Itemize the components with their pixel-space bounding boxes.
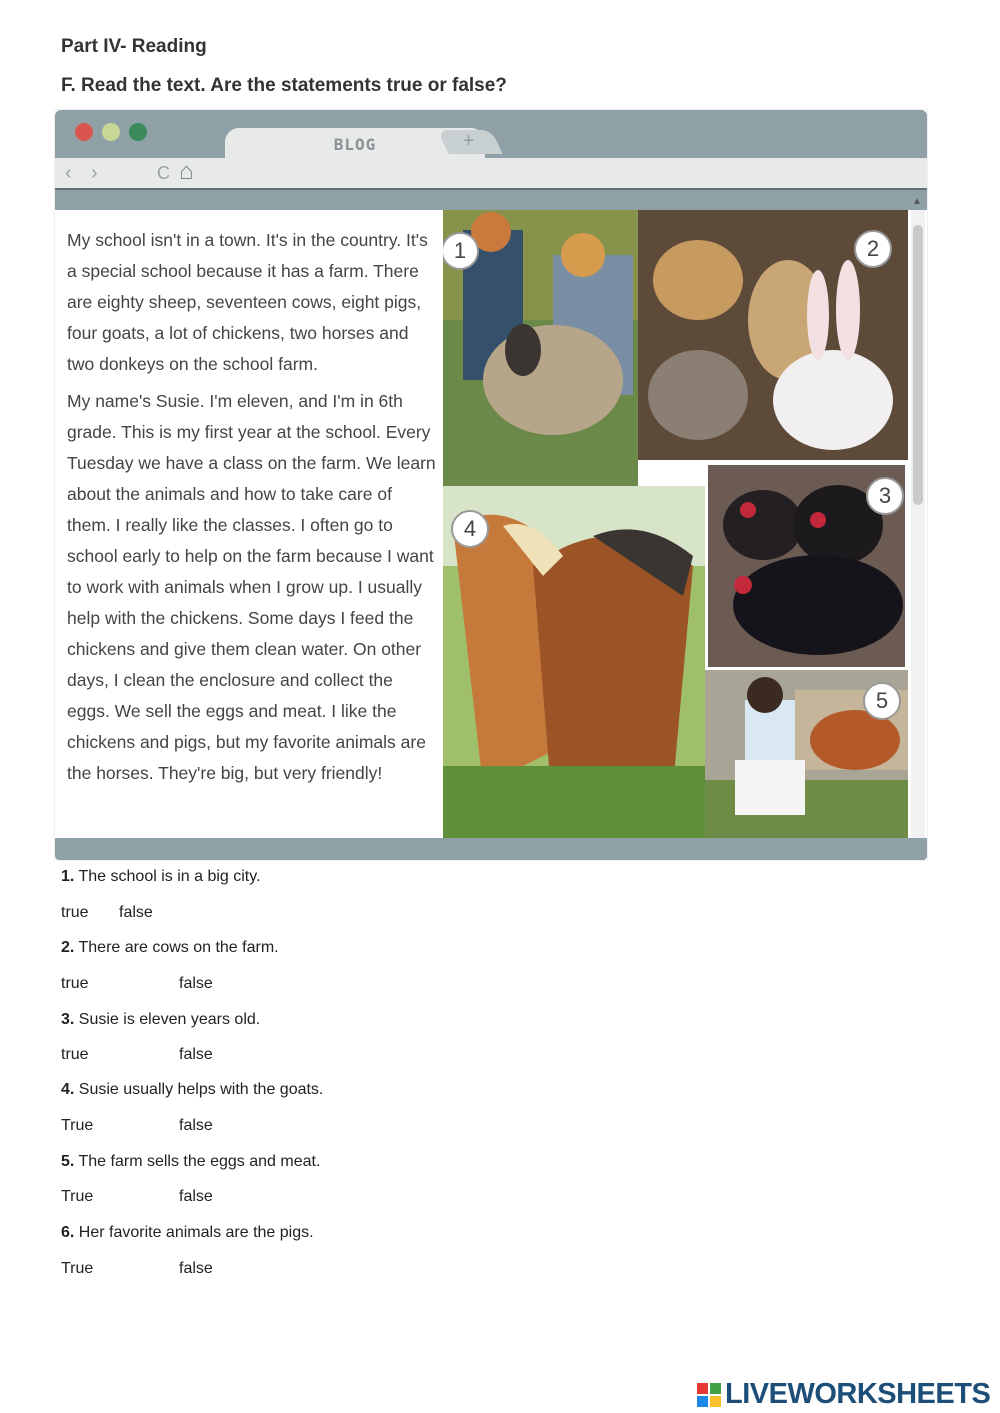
question-text: Susie is eleven years old. [74,1011,261,1028]
photo-rabbits [638,210,908,460]
photo-number-5: 5 [863,682,901,720]
forward-icon[interactable]: › [91,162,98,184]
question-number: 1. [61,868,75,885]
scrollbar-thumb[interactable] [913,225,923,505]
blog-browser-frame [55,110,927,860]
option-true-2[interactable]: true [61,975,89,992]
question-number: 4. [61,1081,75,1098]
photo-number-4: 4 [451,510,489,548]
liveworksheets-logo-icon [697,1383,721,1407]
question-6 [61,1224,314,1242]
option-true-3[interactable]: true [61,1046,89,1063]
maximize-dot[interactable] [129,123,147,141]
question-number: 2. [61,939,75,956]
toolbar-strip [55,188,927,210]
option-false-5[interactable]: false [179,1188,213,1205]
option-true-4[interactable]: True [61,1117,94,1134]
question-number: 5. [61,1153,75,1170]
photo-sheep [443,210,638,486]
question-text: Susie usually helps with the goats. [74,1081,324,1098]
home-icon[interactable]: ⌂ [179,158,194,185]
question-4 [61,1081,323,1099]
photo-horses [443,486,705,838]
question-2 [61,939,279,957]
blog-paragraph-2: My name's Susie. I'm eleven, and I'm in 6th grade. This is my first year at the school. Every Tuesday we have a class on the farm. We learn about the animals and how to take care of them. I really like the classes. I often go to school early to help on the farm because I want to work with animals when I grow up. I usually help with the chickens. Some days I feed the chickens and give them clean water. On other days, I clean the enclosure and collect the eggs. We sell the eggs and meat. I like the chickens and pigs, but my favorite animals are the horses. They're big, but very friendly! [67,391,436,783]
option-false-2[interactable]: false [179,975,213,992]
browser-titlebar [55,110,927,158]
photo-number-2: 2 [854,230,892,268]
tab-label: BLOG [333,135,377,154]
brand-name: LIVEWORKSHEETS [725,1378,991,1410]
option-false-3[interactable]: false [179,1046,213,1063]
option-true-5[interactable]: True [61,1188,94,1205]
blog-text [67,225,439,795]
question-text: The school is in a big city. [74,868,261,885]
option-false-4[interactable]: false [179,1117,213,1134]
question-1 [61,868,261,886]
option-true-1[interactable]: true [61,904,89,921]
photo-chickens [705,462,908,670]
back-icon[interactable]: ‹ [65,162,72,184]
plus-icon: + [462,130,475,152]
question-text: Her favorite animals are the pigs. [74,1224,314,1241]
option-true-6[interactable]: True [61,1260,94,1277]
reload-icon[interactable]: C [157,163,170,183]
option-false-1[interactable]: false [119,904,153,921]
question-text: The farm sells the eggs and meat. [74,1153,321,1170]
address-bar [55,158,927,188]
question-number: 3. [61,1011,75,1028]
minimize-dot[interactable] [102,123,120,141]
part-heading: Part IV- Reading [61,36,207,57]
browser-bottombar [55,838,927,860]
question-5 [61,1153,320,1171]
photo-number-1: 1 [443,232,479,270]
close-dot[interactable] [75,123,93,141]
new-tab-button[interactable] [437,130,502,154]
photo-cows [705,670,908,838]
instruction-heading: F. Read the text. Are the statements true or false? [61,75,507,96]
question-3 [61,1011,260,1029]
option-false-6[interactable]: false [179,1260,213,1277]
blog-paragraph-1: My school isn't in a town. It's in the country. It's a special school because it has a farm. There are eighty sheep, seventeen cows, eight pigs, four goats, a lot of chickens, two horses and two donkeys on the school farm. [67,230,428,374]
photo-number-3: 3 [866,477,904,515]
question-text: There are cows on the farm. [74,939,279,956]
question-number: 6. [61,1224,75,1241]
scroll-up-arrow[interactable]: ▲ [912,196,922,207]
